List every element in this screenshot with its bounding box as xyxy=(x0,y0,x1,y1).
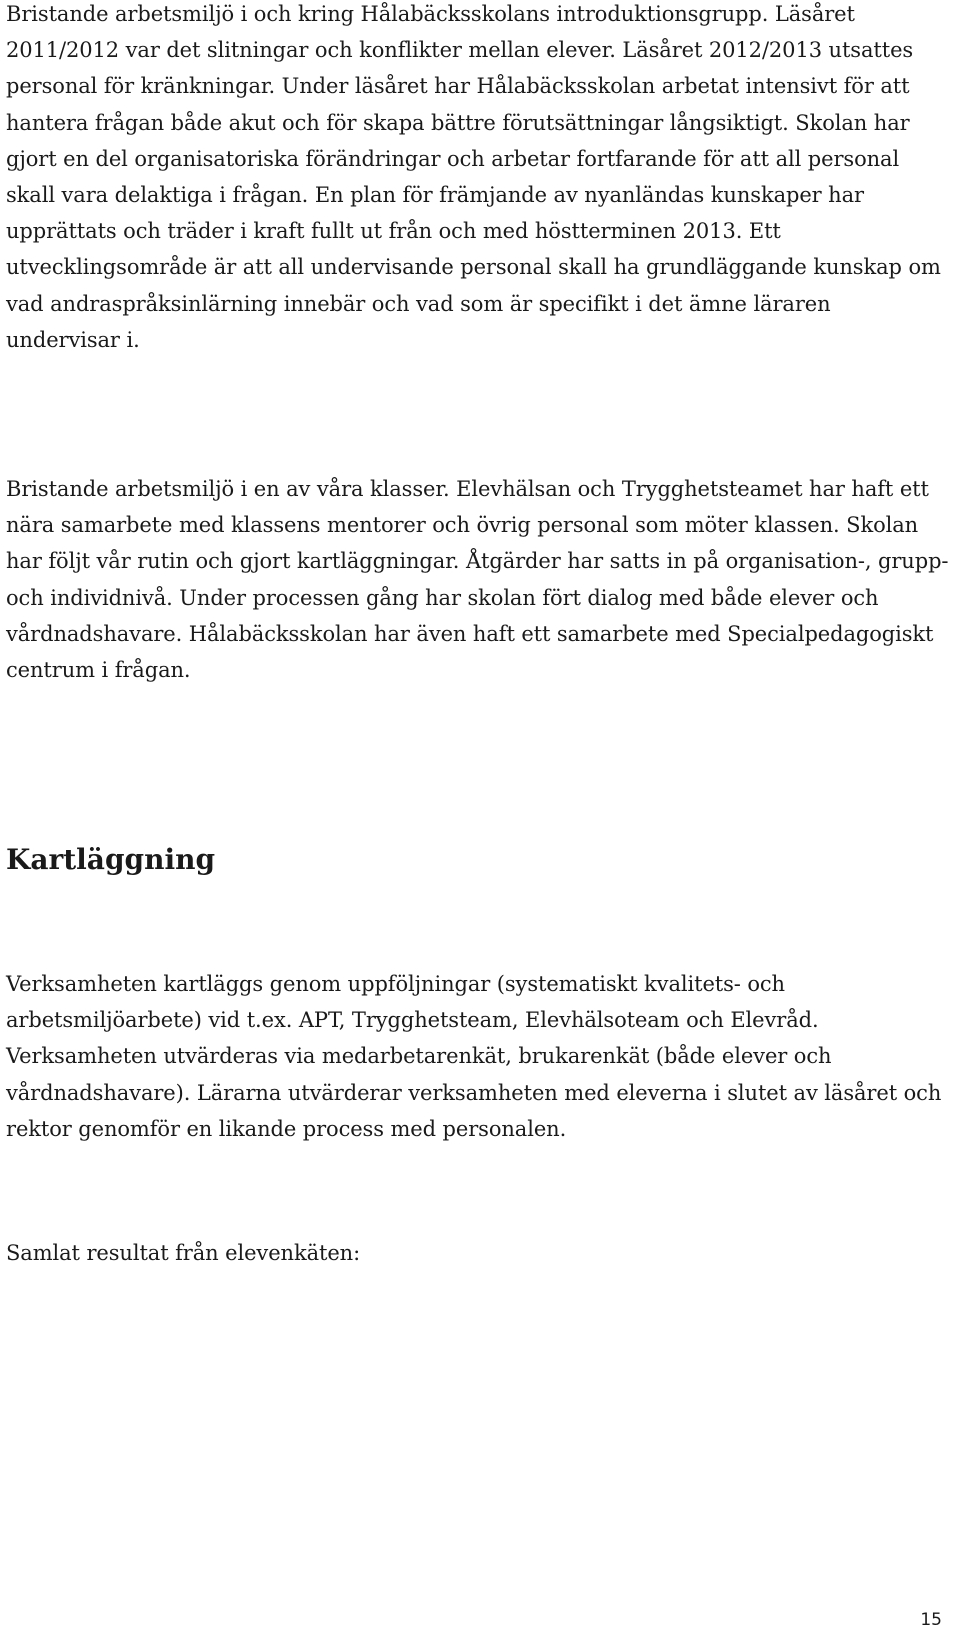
paragraph-work-environment-class: Bristande arbetsmiljö i en av våra klasser. Elevhälsan och Trygghetsteamet har haft ett nära samarbete med klassens mentorer och övrig personal som möter klassen. Skolan har följt vår rutin och gjort kartläggningar. Åtgärder har satts in på organisation-, grupp- och individnivå. Under processen gång har skolan fört dialog med både elever och vårdnadshavare. Hålabäcksskolan har även haft ett samarbete med Specialpedagogiskt centrum i frågan. xyxy=(6,477,949,683)
paragraph-mapping-description: Verksamheten kartläggs genom uppföljningar (systematiskt kvalitets- och arbetsmiljöarbete) vid t.ex. APT, Trygghetsteam, Elevhälsoteam och Elevråd. Verksamheten utvärderas via medarbetarenkät, brukarenkät (både elever och vårdnadshavare). Lärarna utvärderar verksamheten med eleverna i slutet av läsåret och rektor genomför en likande process med personalen. xyxy=(6,972,942,1141)
page-number: 15 xyxy=(920,1610,942,1630)
paragraph-survey-results-intro: Samlat resultat från elevenkäten: xyxy=(6,1241,361,1265)
paragraph-work-environment-intro-group: Bristande arbetsmiljö i och kring Hålabäcksskolans introduktionsgrupp. Läsåret 2011/2012 var det slitningar och konflikter mellan elever. Läsåret 2012/2013 utsattes personal för kränkningar. Under läsåret har Hålabäcksskolan arbetat intensivt för att hantera frågan både akut och för skapa bättre förutsättningar långsiktigt. Skolan har gjort en del organisatoriska förändringar och arbetar fortfarande för att all personal skall vara delaktiga i frågan. En plan för främjande av nyanländas kunskaper har upprättats och träder i kraft fullt ut från och med höstterminen 2013. Ett utvecklingsområde är att all undervisande personal skall ha grundläggande kunskap om vad andraspråksinlärning innebär och vad som är specifikt i det ämne läraren undervisar i. xyxy=(6,2,941,352)
section-heading-kartlaggning: Kartläggning xyxy=(6,843,216,876)
